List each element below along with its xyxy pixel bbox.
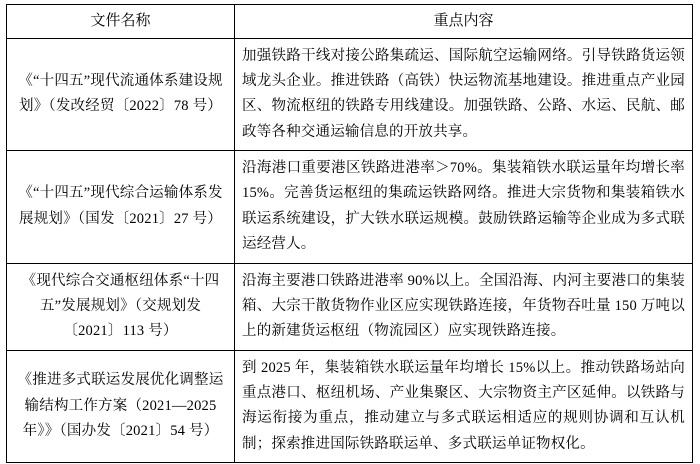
cell-file-name: 《“十四五”现代流通体系建设规划》（发改经贸〔2022〕78 号） <box>7 38 235 151</box>
column-header-file-name: 文件名称 <box>7 5 235 39</box>
table-row <box>7 151 693 264</box>
table-body <box>7 38 693 463</box>
cell-key-content: 到 2025 年，集装箱铁水联运量年均增长 15%以上。推动铁路场站向重点港口、枢纽机场、产业集聚区、大宗物资主产区延伸。以铁路与海运衔接为重点，推动建立与多式联运相适应的规则协调和互认机制；探索推进国际铁路联运单、多式联运单证物权化。 <box>235 350 693 463</box>
cell-file-name: 《“十四五”现代综合运输体系发展规划》（国发〔2021〕27 号） <box>7 151 235 264</box>
table-header-row <box>7 5 693 39</box>
cell-file-name: 《现代综合交通枢纽体系“十四五”发展规划》（交规划发〔2021〕113 号） <box>7 263 235 350</box>
table-row <box>7 350 693 463</box>
cell-key-content: 加强铁路干线对接公路集疏运、国际航空运输网络。引导铁路货运领域龙头企业。推进铁路（高铁）快运物流基地建设。推进重点产业园区、物流枢纽的铁路专用线建设。加强铁路、公路、水运、民航、邮政等各种交通运输信息的开放共享。 <box>235 38 693 151</box>
cell-file-name: 《推进多式联运发展优化调整运输结构工作方案（2021—2025 年》》（国办发〔2021〕54 号） <box>7 350 235 463</box>
policy-documents-table <box>6 4 693 463</box>
table-row <box>7 263 693 350</box>
table-header <box>7 5 693 39</box>
table-row <box>7 38 693 151</box>
cell-key-content: 沿海主要港口铁路进港率 90%以上。全国沿海、内河主要港口的集装箱、大宗干散货物作业区应实现铁路连接，年货物吞吐量 150 万吨以上的新建货运枢纽（物流园区）应实现铁路连接。 <box>235 263 693 350</box>
column-header-key-content: 重点内容 <box>235 5 693 39</box>
cell-key-content: 沿海港口重要港区铁路进港率＞70%。集装箱铁水联运量年均增长率 15%。完善货运枢纽的集疏运铁路网络。推进大宗货物和集装箱铁水联运系统建设，扩大铁水联运规模。鼓励铁路运输等企业成为多式联运经营人。 <box>235 151 693 264</box>
